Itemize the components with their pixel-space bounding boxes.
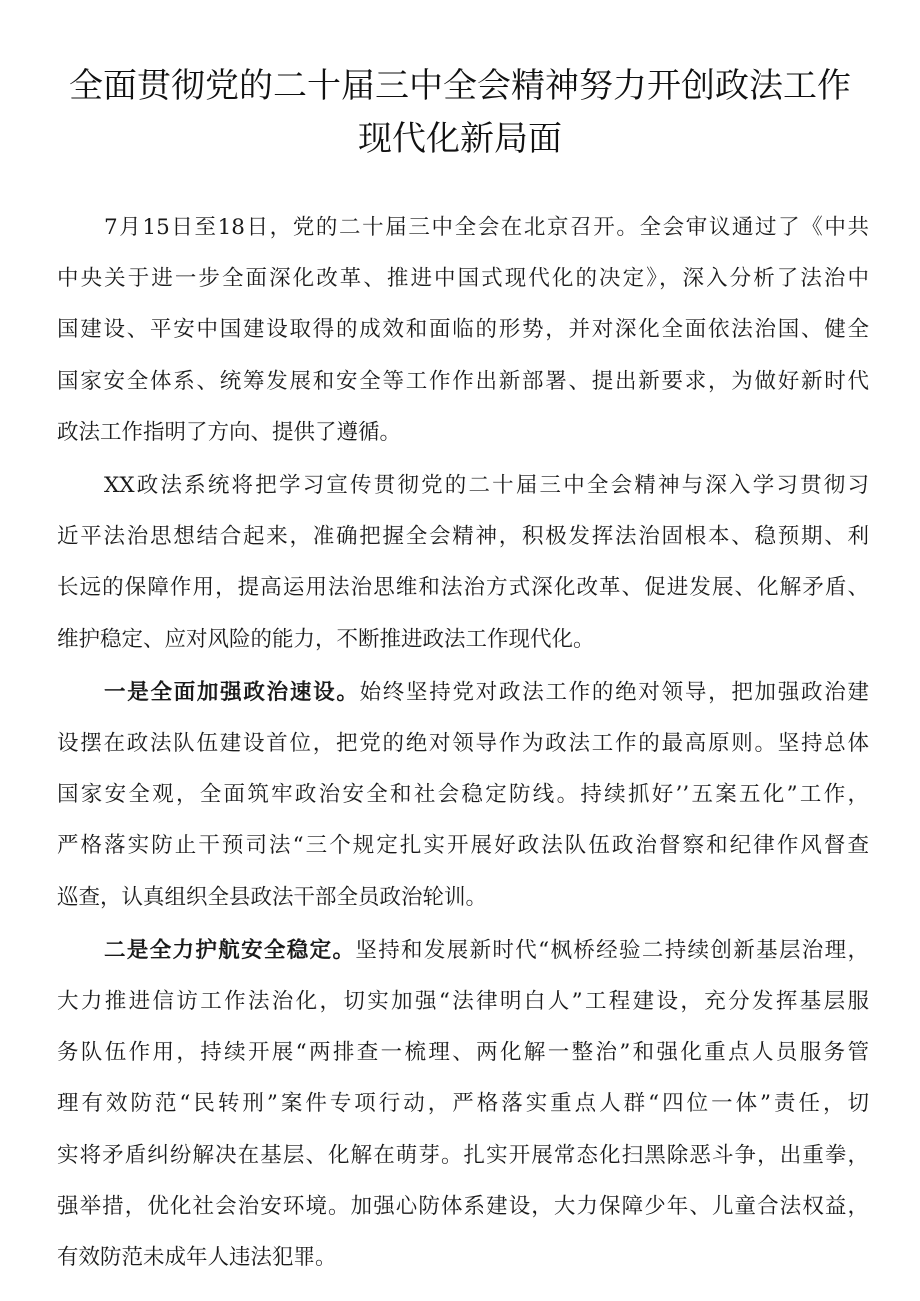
paragraph-line: 务队伍作用，持续开展“两排查一梳理、两化解一整治”和强化重点人员服务管 [57,1040,869,1066]
paragraph-lead: 一是全面加强政治速设。 [104,679,360,705]
paragraph-line-text: 始终坚持党对政法工作的绝对领导，把加强政治建 [359,679,869,705]
paragraph-line: 大力推进信访工作法治化，切实加强“法律明白人”工程建设，充分发挥基层服 [57,989,869,1015]
paragraph-line: 有效防范未成年人违法犯罪。 [57,1245,337,1271]
paragraph-line: 近平法治思想结合起来，准确把握全会精神，积极发挥法治固根本、稳预期、利 [57,524,869,550]
paragraph-line: 国家安全观，全面筑牢政治安全和社会稳定防线。持续抓好’’五案五化”工作， [57,782,869,808]
paragraph-line: XX政法系统将把学习宣传贯彻党的二十届三中全会精神与深入学习贯彻习 [104,473,869,499]
paragraph-line: 维护稳定、应对风险的能力，不断推进政法工作现代化。 [57,626,595,652]
document-title [40,60,880,166]
paragraph-line [57,667,869,718]
paragraph-lead: 二是全力护航安全稳定。 [104,937,356,963]
paragraph-line [57,925,869,976]
paragraph-line: 政法工作指明了方向、提供了遵循。 [57,419,402,445]
document-body [57,202,869,1285]
title-line: 现代化新局面 [358,119,562,159]
title-line: 全面贯彻党的二十届三中全会精神努力开创政法工作 [69,66,851,106]
paragraph-line: 7月15日至18日，党的二十届三中全会在北京召开。全会审议通过了《中共 [104,215,869,240]
paragraph-line: 巡查，认真组织全县政法干部全员政治轮训。 [57,884,488,910]
paragraph-line: 设摆在政法队伍建设首位，把党的绝对领导作为政法工作的最高原则。坚持总体 [57,731,869,757]
paragraph-point-one [57,667,869,923]
paragraph-line: 严格落实防止干预司法“三个规定扎实开展好政法队伍政治督察和纪律作风督查 [57,833,869,859]
paragraph-line: 中央关于进一步全面深化改革、推进中国式现代化的决定》，深入分析了法治中 [57,266,869,292]
paragraph-line: 国家安全体系、统筹发展和安全等工作作出新部署、提出新要求，为做好新时代 [57,368,869,394]
paragraph-intro [57,202,869,458]
paragraph-line: 实将矛盾纠纷解决在基层、化解在萌芽。扎实开展常态化扫黑除恶斗争，出重拳， [57,1142,869,1168]
paragraph-line: 长远的保障作用，提高运用法治思维和法治方式深化改革、促进发展、化解矛盾、 [57,575,869,601]
paragraph-line: 强举措，优化社会治安环境。加强心防体系建设，大力保障少年、儿童合法权益， [57,1193,869,1219]
paragraph-line: 理有效防范“民转刑”案件专项行动，严格落实重点人群“四位一体”责任，切 [57,1091,869,1117]
paragraph-line-text: 坚持和发展新时代“枫桥经验二持续创新基层治理， [355,937,869,963]
paragraph-line: 国建设、平安中国建设取得的成效和面临的形势，并对深化全面依法治国、健全 [57,317,869,343]
paragraph-commitment [57,460,869,665]
paragraph-point-two [57,925,869,1283]
